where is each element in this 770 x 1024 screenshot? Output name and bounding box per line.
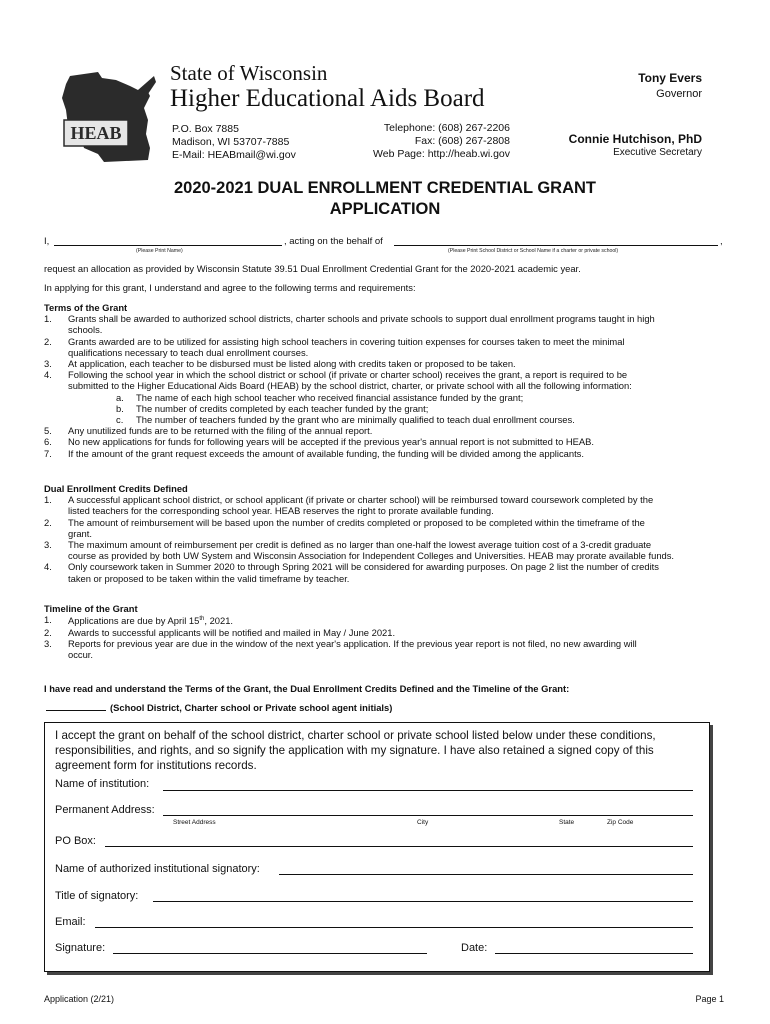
initials-label: (School District, Charter school or Private school agent initials) [110, 702, 393, 713]
name-hint: (Please Print Name) [136, 248, 183, 254]
initials-blank[interactable] [46, 710, 106, 711]
list-item: 4. Following the school year in which the school district or school (if private or charter school) receives the grant, a report is required to be submitted to the Higher Educational Aids Board (HEAB) by the school district, charter, or private school with all the following information: [44, 369, 632, 392]
agency-name: Higher Educational Aids Board [170, 85, 485, 112]
footer-form-id: Application (2/21) [44, 994, 115, 1004]
address-field[interactable] [163, 815, 693, 816]
secretary-title: Executive Secretary [613, 147, 702, 158]
list-item: 2. Awards to successful applicants will be notified and mailed in May / June 2021. [44, 626, 396, 638]
telephone-line: Telephone: (608) 267-2206 [383, 122, 510, 134]
signatory-name-label: Name of authorized institutional signatory: [55, 863, 260, 875]
address-line: P.O. Box 7885 [172, 123, 239, 135]
footer-page-number: Page 1 [695, 994, 724, 1004]
list-item: 1. Applications are due by April 15th, 2021. [44, 614, 234, 627]
signatory-title-label: Title of signatory: [55, 890, 139, 902]
timeline-heading: Timeline of the Grant [44, 603, 138, 614]
signatory-title-field[interactable] [153, 901, 693, 902]
list-item: 2. Grants awarded are to be utilized for assisting high school teachers in covering tuition expenses for courses taken to meet the minimal qualifications necessary to teach dual enrollment courses. [44, 335, 625, 358]
name-suffix: , [720, 236, 723, 247]
list-item: 1. Grants shall be awarded to authorized school districts, charter schools and private schools to support dual enrollment programs taught in high schools. [44, 313, 655, 336]
address-label: Permanent Address: [55, 804, 155, 816]
sub-list-item: c. The number of teachers funded by the grant who are minimally qualified to teach dual enrollment courses. [116, 414, 575, 426]
signature-field[interactable] [113, 953, 427, 954]
terms-section [44, 302, 720, 459]
list-item: 4. Only coursework taken in Summer 2020 to through Spring 2021 will be considered for awarding purposes. On page 2 list the number of credits taken or proposed to be taken within the valid timeframe by teacher. [44, 561, 659, 584]
pobox-label: PO Box: [55, 835, 96, 847]
list-item: 1. A successful applicant school district, or school applicant (if private or charter school) will be reimbursed toward coursework completed by the listed teachers for the corresponding school year. HEAB reserves the right to prorate available funding. [44, 494, 654, 517]
credits-section [44, 483, 720, 584]
email-label: Email: [55, 916, 86, 928]
school-name-blank[interactable] [394, 236, 718, 246]
fax-line: Fax: (608) 267-2808 [414, 135, 510, 147]
agency-state: State of Wisconsin [170, 61, 328, 85]
name-middle: , acting on the behalf of [284, 236, 383, 247]
title-line: 2020-2021 DUAL ENROLLMENT CREDENTIAL GRANT [173, 179, 597, 197]
agency-address [172, 123, 296, 162]
governor-title: Governor [656, 88, 702, 100]
list-item: 3. The maximum amount of reimbursement per credit is defined as no larger than one-half the lowest average tuition cost of a 3-credit graduate course as provided by both UW System and Wisconsin Association for Independent Colleges and Universities. HEAB may prorate available funds. [44, 539, 675, 562]
date-field[interactable] [495, 953, 693, 954]
initials-line [46, 702, 392, 713]
institution-field[interactable] [163, 790, 693, 791]
email-field[interactable] [95, 927, 693, 928]
agency-contact [360, 122, 510, 161]
date-label: Date: [461, 942, 488, 954]
terms-heading: Terms of the Grant [44, 302, 128, 313]
timeline-section [44, 603, 720, 660]
street-hint: Street Address [173, 819, 216, 826]
institution-label: Name of institution: [55, 778, 150, 790]
governor-name: Tony Evers [638, 71, 702, 85]
signatory-name-field[interactable] [279, 874, 693, 875]
school-hint: (Please Print School District or School Name if a charter or private school) [448, 248, 619, 254]
acceptance-text: I accept the grant on behalf of the school district, charter school or private school listed below under these conditions, responsibilities, and rights, and so signify the application with my signature. I have also retained a signed copy of this agreement form for institutions records. [55, 729, 656, 772]
logo-text: HEAB [70, 123, 122, 143]
zip-hint: Zip Code [607, 819, 634, 826]
request-text: request an allocation as provided by Wisconsin Statute 39.51 Dual Enrollment Credential Grant for the 2020-2021 academic year. [44, 263, 581, 274]
list-item: 5. Any unutilized funds are to be returned with the filing of the annual report. [44, 425, 373, 437]
sub-list-item: a. The name of each high school teacher who received financial assistance funded by the grant; [116, 391, 524, 403]
name-prefix: I, [44, 236, 50, 247]
sub-list-item: b. The number of credits completed by each teacher funded by the grant; [116, 402, 429, 414]
applicant-name-line [44, 236, 728, 258]
list-item: 2. The amount of reimbursement will be based upon the number of credits completed or proposed to be completed within the timeframe of the grant. [44, 516, 645, 539]
list-item: 7. If the amount of the grant request exceeds the amount of available funding, the funding will be divided among the applicants. [44, 447, 584, 459]
credits-heading: Dual Enrollment Credits Defined [44, 483, 188, 494]
page-title [0, 178, 770, 220]
acknowledgement-text: I have read and understand the Terms of the Grant, the Dual Enrollment Credits Defined and the Timeline of the Grant: [44, 683, 570, 694]
web-line: Web Page: http://heab.wi.gov [373, 148, 510, 160]
pobox-field[interactable] [105, 846, 693, 847]
heab-wisconsin-logo [58, 68, 162, 164]
address-line: Madison, WI 53707-7885 [172, 136, 290, 148]
email-line: E-Mail: HEABmail@wi.gov [172, 149, 296, 161]
state-hint: State [559, 819, 575, 826]
applicant-name-blank[interactable] [54, 236, 282, 246]
title-line: APPLICATION [329, 200, 441, 218]
city-hint: City [417, 819, 429, 826]
secretary-name: Connie Hutchison, PhD [568, 132, 702, 146]
list-item: 6. No new applications for funds for following years will be accepted if the previous year's annual report is not submitted to HEAB. [44, 436, 595, 448]
list-item: 3. At application, each teacher to be disbursed must be listed along with credits taken or proposed to be taken. [44, 358, 516, 370]
signature-label: Signature: [55, 942, 106, 954]
applying-text: In applying for this grant, I understand and agree to the following terms and requirements: [44, 282, 416, 293]
acceptance-box [44, 722, 710, 972]
list-item: 3. Reports for previous year are due in the window of the next year's application. If the previous year report is not filed, no new awarding will occur. [44, 637, 637, 660]
